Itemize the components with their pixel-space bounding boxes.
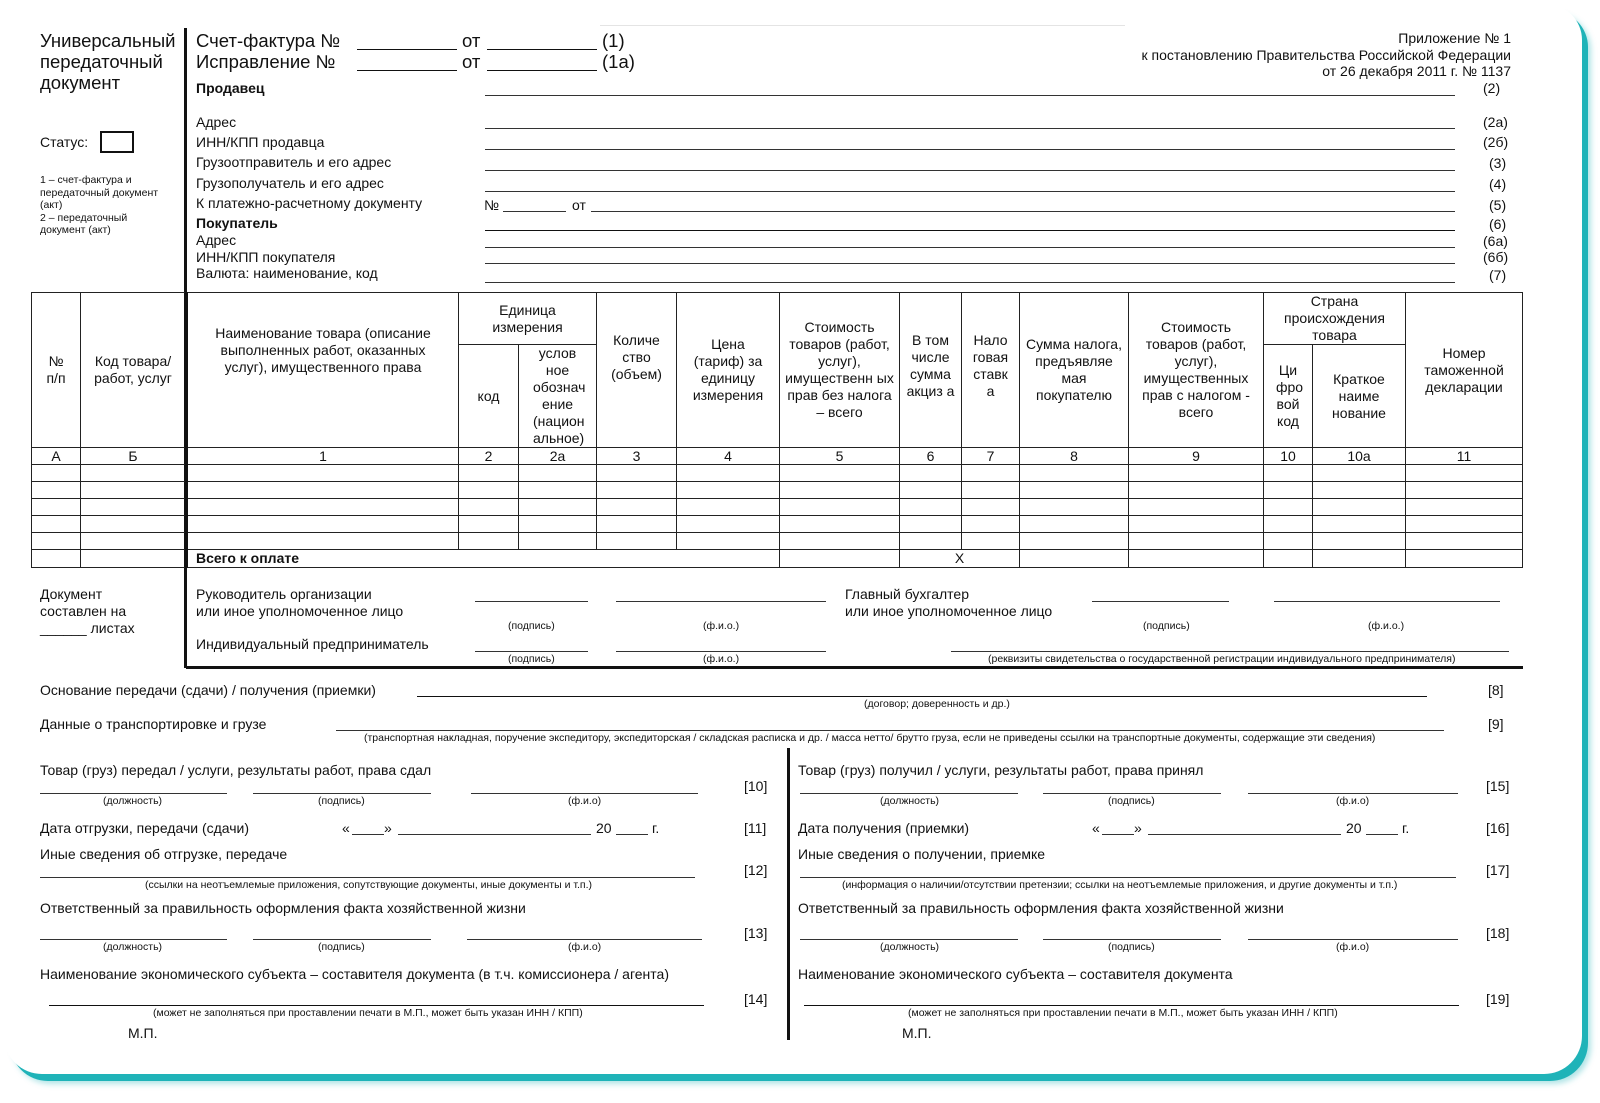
seller-label: Продавец [196, 80, 265, 96]
received-sign-field[interactable] [1043, 793, 1221, 794]
receive-entity-caption: (может не заполняться при проставлении печати в М.П., может быть указан ИНН / КПП) [908, 1007, 1338, 1019]
head-fio-caption: (ф.и.о.) [703, 620, 740, 632]
cell[interactable] [900, 499, 962, 516]
receive-entity-label: Наименование экономического субъекта – составителя документа [798, 966, 1233, 982]
cell[interactable] [677, 516, 780, 533]
invoice-label: Счет-фактура № [196, 30, 341, 51]
col-header-country-name: Краткое наиме нование [1313, 345, 1406, 448]
section-bottom-border [186, 666, 1523, 669]
cell[interactable] [677, 533, 780, 550]
cell[interactable] [1313, 465, 1406, 482]
cell[interactable] [677, 499, 780, 516]
appendix-line: Приложение № 1 [1398, 30, 1511, 46]
receive-responsible-fio-caption: (ф.и.о) [1336, 941, 1370, 953]
cell[interactable] [459, 465, 519, 482]
invoice-number-field[interactable] [357, 49, 457, 50]
ship-year-field[interactable] [616, 834, 648, 835]
status-note: 1 – счет-фактура и [40, 174, 132, 186]
head-label [196, 586, 403, 620]
currency-label: Валюта: наименование, код [196, 265, 378, 281]
column-number: 5 [780, 448, 900, 465]
cell[interactable] [81, 516, 187, 533]
receive-responsible-label: Ответственный за правильность оформления факта хозяйственной жизни [798, 900, 1284, 916]
appendix-line: от 26 декабря 2011 г. № 1137 [1322, 63, 1511, 79]
cell[interactable] [1264, 482, 1313, 499]
cell[interactable] [1406, 465, 1523, 482]
handed-sign-field[interactable] [253, 793, 431, 794]
receive-date-code: [16] [1486, 820, 1510, 836]
cell[interactable] [519, 516, 597, 533]
transport-caption: (транспортная накладная, поручение экспедитору, экспедиторская / складская расписка и др. / масса нетто/ брутто груза, если не приведены ссылки на транспортные документы, содержащие эти сведения) [364, 732, 1376, 744]
shipper-label: Грузоотправитель и его адрес [196, 154, 392, 170]
entrepreneur-label: Индивидуальный предприниматель [196, 636, 429, 652]
column-number: 2 [459, 448, 519, 465]
cell [81, 550, 187, 568]
entrepreneur-fio-field[interactable] [616, 651, 826, 652]
receive-responsible-fio-field[interactable] [1248, 939, 1458, 940]
receive-month-field[interactable] [1148, 834, 1341, 835]
total-row [32, 550, 1523, 568]
cell [1313, 550, 1406, 568]
status-note: документ (акт) [40, 224, 111, 236]
sheets-line: Документ [40, 586, 103, 602]
cell[interactable] [780, 482, 900, 499]
col-header-tax-sum: Сумма налога, предъявляе мая покупателю [1020, 293, 1129, 448]
cell[interactable] [81, 482, 187, 499]
buyer-inn-field[interactable] [485, 263, 1455, 264]
col-header-country-code: Ци фро вой код [1264, 345, 1313, 448]
registration-caption: (реквизиты свидетельства о государственной регистрации индивидуального предпринимателя) [988, 653, 1456, 665]
correction-number-field[interactable] [357, 70, 457, 71]
cell[interactable] [519, 533, 597, 550]
correction-label: Исправление № [196, 51, 336, 72]
ship-responsible-fio-caption: (ф.и.о) [568, 941, 602, 953]
cell[interactable] [962, 465, 1020, 482]
shipper-code: (3) [1489, 155, 1507, 171]
correction-from-label: от [462, 51, 481, 72]
appendix-line: к постановлению Правительства Российской Федерации [1141, 46, 1511, 63]
head-sign-caption: (подпись) [508, 620, 555, 632]
cell[interactable] [519, 499, 597, 516]
handed-position-field[interactable] [40, 793, 227, 794]
buyer-code: (6) [1489, 216, 1507, 232]
received-code: [15] [1486, 778, 1510, 794]
cell[interactable] [1264, 516, 1313, 533]
cell[interactable] [1406, 482, 1523, 499]
seller-address-code: (2а) [1483, 114, 1508, 130]
received-position-caption: (должность) [880, 795, 940, 807]
payment-doc-label: К платежно-расчетному документу [196, 195, 423, 211]
payment-doc-number-field[interactable] [503, 211, 566, 212]
cell[interactable] [1129, 499, 1264, 516]
cell[interactable] [1129, 465, 1264, 482]
col-header-code: Код товара/ работ, услуг [81, 293, 187, 448]
cell[interactable] [519, 465, 597, 482]
cell[interactable] [81, 499, 187, 516]
receive-date-label: Дата получения (приемки) [798, 820, 970, 836]
cell[interactable] [187, 533, 459, 550]
col-header-customs: Номер таможенной декларации [1406, 293, 1523, 448]
cell [1406, 550, 1523, 568]
receive-other-code: [17] [1486, 862, 1510, 878]
ship-day-field[interactable] [352, 834, 384, 835]
cell[interactable] [1406, 516, 1523, 533]
col-header-unit-name: услов ное обознач ение (национ альное) [519, 345, 597, 448]
receive-entity-field[interactable] [804, 1005, 1459, 1006]
payment-doc-num-label: № [484, 197, 500, 213]
table-row [32, 533, 1523, 550]
cell[interactable] [32, 516, 81, 533]
cell[interactable] [962, 499, 1020, 516]
col-header-price: Цена (тариф) за единицу измерения [677, 293, 780, 448]
cell[interactable] [1129, 482, 1264, 499]
ship-stamp-place: М.П. [128, 1025, 158, 1041]
cell[interactable] [459, 482, 519, 499]
seller-inn-label: ИНН/КПП продавца [196, 134, 325, 150]
received-fio-field[interactable] [1248, 793, 1458, 794]
cell[interactable] [32, 533, 81, 550]
ship-responsible-sign-field[interactable] [253, 939, 431, 940]
cell[interactable] [900, 516, 962, 533]
cell[interactable] [1264, 533, 1313, 550]
col-header-country-group: Страна происхождения товара [1264, 293, 1406, 345]
buyer-field[interactable] [485, 230, 1455, 231]
column-number: 6 [900, 448, 962, 465]
ship-responsible-fio-field[interactable] [467, 939, 702, 940]
cell[interactable] [32, 482, 81, 499]
doc-title-line: документ [40, 72, 121, 93]
seller-inn-code: (2б) [1483, 134, 1509, 150]
ship-other-field[interactable] [40, 877, 695, 878]
seller-address-label: Адрес [196, 114, 237, 130]
doc-title-line: Универсальный [40, 30, 176, 51]
cell[interactable] [1313, 482, 1406, 499]
cell[interactable] [597, 516, 677, 533]
sheets-line: составлен на [40, 603, 127, 619]
seller-code: (2) [1483, 80, 1501, 96]
column-number: 10а [1313, 448, 1406, 465]
cell[interactable] [1406, 499, 1523, 516]
cell[interactable] [780, 465, 900, 482]
seller-address-field[interactable] [485, 128, 1455, 129]
consignee-code: (4) [1489, 176, 1507, 192]
cell[interactable] [780, 516, 900, 533]
cell [32, 550, 81, 568]
receive-date-close-quote: » [1134, 820, 1142, 836]
sheets-line: ______ листах [40, 620, 135, 636]
ship-date-open-quote: « [342, 820, 350, 836]
column-number-row [32, 448, 1523, 465]
invoice-from-label: от [462, 30, 481, 51]
cell[interactable] [1020, 516, 1129, 533]
transport-code: [9] [1488, 716, 1504, 732]
table-row [32, 482, 1523, 499]
payment-doc-code: (5) [1489, 197, 1507, 213]
column-number: А [32, 448, 81, 465]
entrepreneur-sign-field[interactable] [475, 651, 588, 652]
received-sign-caption: (подпись) [1108, 795, 1155, 807]
cell[interactable] [1406, 533, 1523, 550]
column-number: 11 [1406, 448, 1523, 465]
chief-accountant-line: или иное уполномоченное лицо [845, 603, 1053, 619]
handed-label: Товар (груз) передал / услуги, результаты работ, права сдал [40, 762, 432, 778]
cell[interactable] [1020, 499, 1129, 516]
entrepreneur-registration-field[interactable] [951, 651, 1509, 652]
cell[interactable] [81, 533, 187, 550]
column-number: 3 [597, 448, 677, 465]
ship-entity-caption: (может не заполняться при проставлении печати в М.П., может быть указан ИНН / КПП) [153, 1007, 583, 1019]
receive-other-field[interactable] [800, 877, 1456, 878]
ship-entity-field[interactable] [49, 1005, 704, 1006]
seller-field[interactable] [485, 95, 1455, 96]
transport-label: Данные о транспортировке и грузе [40, 716, 267, 732]
doc-title [40, 30, 176, 93]
ship-entity-label: Наименование экономического субъекта – составителя документа (в т.ч. комиссионера / агента) [40, 966, 669, 982]
sheets-count [40, 586, 135, 637]
cell[interactable] [187, 465, 459, 482]
buyer-label: Покупатель [196, 215, 278, 231]
ship-date-label: Дата отгрузки, передачи (сдачи) [40, 820, 250, 836]
cell[interactable] [187, 516, 459, 533]
cell[interactable] [780, 533, 900, 550]
chief-accountant-sign-field[interactable] [1092, 601, 1229, 602]
buyer-address-code: (6а) [1483, 233, 1508, 249]
total-label: Всего к оплате [187, 550, 780, 568]
cell[interactable] [459, 499, 519, 516]
receive-other-label: Иные сведения о получении, приемке [798, 846, 1046, 862]
cell[interactable] [1129, 533, 1264, 550]
currency-field[interactable] [485, 282, 1455, 283]
cell[interactable] [1020, 465, 1129, 482]
cell[interactable] [81, 465, 187, 482]
cell[interactable] [1313, 533, 1406, 550]
buyer-address-label: Адрес [196, 232, 237, 248]
head-line: Руководитель организации [196, 586, 372, 602]
received-fio-caption: (ф.и.о) [1336, 795, 1370, 807]
cell [1264, 550, 1313, 568]
ship-date-close-quote: » [384, 820, 392, 836]
receive-year-prefix: 20 [1346, 820, 1362, 836]
consignee-field[interactable] [485, 191, 1455, 192]
invoice-date-field[interactable] [487, 49, 597, 50]
ship-responsible-position-field[interactable] [40, 939, 227, 940]
col-header-excise: В том числе сумма акциз а [900, 293, 962, 448]
basis-field[interactable] [417, 696, 1427, 697]
column-number: 7 [962, 448, 1020, 465]
ship-responsible-label: Ответственный за правильность оформления факта хозяйственной жизни [40, 900, 526, 916]
received-position-field[interactable] [800, 793, 1018, 794]
col-header-cost-no-tax: Стоимость товаров (работ, услуг), имущественн ых прав без налога – всего [780, 293, 900, 448]
ship-responsible-position-caption: (должность) [103, 941, 163, 953]
column-number: 9 [1129, 448, 1264, 465]
ship-year-suffix: г. [652, 820, 660, 836]
handed-code: [10] [744, 778, 768, 794]
receive-year-field[interactable] [1366, 834, 1398, 835]
column-number: 4 [677, 448, 780, 465]
cell[interactable] [962, 482, 1020, 499]
handed-sign-caption: (подпись) [318, 795, 365, 807]
receive-date-open-quote: « [1092, 820, 1100, 836]
total-excise-mark: X [900, 550, 1020, 568]
chief-accountant-fio-caption: (ф.и.о.) [1368, 620, 1405, 632]
col-header-name: Наименование товара (описание выполненных работ, оказанных услуг), имущественного права [187, 293, 459, 448]
cell[interactable] [597, 499, 677, 516]
head-sign-field[interactable] [475, 601, 588, 602]
col-header-qty: Количе ство (объем) [597, 293, 677, 448]
received-label: Товар (груз) получил / услуги, результаты работ, права принял [798, 762, 1204, 778]
col-header-cost-with-tax: Стоимость товаров (работ, услуг), имущественных прав с налогом - всего [1129, 293, 1264, 448]
column-number: 10 [1264, 448, 1313, 465]
middle-divider [787, 748, 790, 1040]
entrepreneur-fio-caption: (ф.и.о.) [703, 653, 740, 665]
cell[interactable] [1020, 533, 1129, 550]
receive-stamp-place: М.П. [902, 1025, 932, 1041]
cell[interactable] [962, 533, 1020, 550]
cell[interactable] [1129, 516, 1264, 533]
transport-field[interactable] [336, 730, 1444, 731]
receive-responsible-position-field[interactable] [800, 939, 1018, 940]
cell[interactable] [1313, 516, 1406, 533]
basis-code: [8] [1488, 682, 1504, 698]
ship-date-code: [11] [744, 820, 767, 836]
entrepreneur-sign-caption: (подпись) [508, 653, 555, 665]
correction-code: (1а) [602, 51, 635, 72]
handed-position-caption: (должность) [103, 795, 163, 807]
ship-entity-code: [14] [744, 991, 768, 1007]
cell[interactable] [962, 516, 1020, 533]
chief-accountant-sign-caption: (подпись) [1143, 620, 1190, 632]
receive-responsible-sign-caption: (подпись) [1108, 941, 1155, 953]
currency-code: (7) [1489, 267, 1507, 283]
shipper-field[interactable] [485, 170, 1455, 171]
table-row [32, 516, 1523, 533]
table-row [32, 499, 1523, 516]
payment-doc-from-label: от [572, 197, 586, 213]
receive-responsible-sign-field[interactable] [1043, 939, 1221, 940]
cell[interactable] [1313, 499, 1406, 516]
total-tax-sum[interactable] [1020, 550, 1129, 568]
column-number: 1 [187, 448, 459, 465]
total-cost-with-tax[interactable] [1129, 550, 1264, 568]
doc-title-line: передаточный [40, 51, 163, 72]
cell[interactable] [32, 465, 81, 482]
cell[interactable] [1264, 465, 1313, 482]
cell[interactable] [597, 533, 677, 550]
chief-accountant-fio-field[interactable] [1274, 601, 1500, 602]
receive-other-caption: (информация о наличии/отсутствии претензии; ссылки на неотъемлемые приложения, и другие документы и т.п.) [842, 879, 1398, 891]
receive-responsible-position-caption: (должность) [880, 941, 940, 953]
status-note: (акт) [40, 199, 63, 211]
goods-table [31, 292, 1523, 568]
cell[interactable] [780, 499, 900, 516]
cell[interactable] [597, 465, 677, 482]
handed-fio-caption: (ф.и.о) [568, 795, 602, 807]
top-divider [600, 25, 1125, 26]
col-header-unit-group: Единица измерения [459, 293, 597, 345]
cell[interactable] [459, 516, 519, 533]
cell[interactable] [677, 482, 780, 499]
basis-label: Основание передачи (сдачи) / получения (приемки) [40, 682, 376, 698]
cell[interactable] [187, 499, 459, 516]
ship-month-field[interactable] [398, 834, 591, 835]
head-fio-field[interactable] [616, 601, 826, 602]
appendix-note [1142, 30, 1512, 80]
total-cost-no-tax[interactable] [780, 550, 900, 568]
ship-other-label: Иные сведения об отгрузке, передаче [40, 846, 288, 862]
receive-day-field[interactable] [1102, 834, 1134, 835]
cell[interactable] [519, 482, 597, 499]
column-number: 8 [1020, 448, 1129, 465]
receive-entity-code: [19] [1486, 991, 1510, 1007]
chief-accountant-line: Главный бухгалтер [845, 586, 969, 602]
cell[interactable] [597, 482, 677, 499]
column-number: 2а [519, 448, 597, 465]
buyer-address-field[interactable] [485, 247, 1455, 248]
table-row [32, 465, 1523, 482]
cell[interactable] [32, 499, 81, 516]
basis-caption: (договор; доверенность и др.) [864, 698, 1010, 710]
status-input[interactable] [100, 131, 134, 153]
cell[interactable] [1264, 499, 1313, 516]
handed-fio-field[interactable] [471, 793, 698, 794]
chief-accountant-label [845, 586, 1052, 620]
cell[interactable] [900, 465, 962, 482]
cell[interactable] [677, 465, 780, 482]
buyer-inn-code: (6б) [1483, 249, 1509, 265]
ship-other-caption: (ссылки на неотъемлемые приложения, сопутствующие документы, иные документы и т.п.) [145, 879, 593, 891]
column-number: Б [81, 448, 187, 465]
status-note: 2 – передаточный [40, 211, 128, 224]
cell[interactable] [459, 533, 519, 550]
receive-responsible-code: [18] [1486, 925, 1510, 941]
buyer-inn-label: ИНН/КПП покупателя [196, 249, 336, 265]
status-notes [40, 174, 158, 237]
col-header-tax-rate: Нало говая ставк а [962, 293, 1020, 448]
ship-responsible-code: [13] [744, 925, 768, 941]
ship-responsible-sign-caption: (подпись) [318, 941, 365, 953]
status-label: Статус: [40, 134, 89, 150]
cell[interactable] [900, 533, 962, 550]
cell[interactable] [187, 482, 459, 499]
head-line: или иное уполномоченное лицо [196, 603, 404, 619]
receive-year-suffix: г. [1402, 820, 1410, 836]
consignee-label: Грузополучатель и его адрес [196, 175, 384, 191]
ship-other-code: [12] [744, 862, 768, 878]
seller-inn-field[interactable] [485, 149, 1455, 150]
col-header-num: № п/п [32, 293, 81, 448]
invoice-code: (1) [602, 30, 625, 51]
correction-date-field[interactable] [487, 70, 597, 71]
cell[interactable] [900, 482, 962, 499]
status-note: передаточный документ [40, 186, 159, 199]
ship-year-prefix: 20 [596, 820, 612, 836]
cell[interactable] [1020, 482, 1129, 499]
col-header-unit-code: код [459, 345, 519, 448]
payment-doc-date-field[interactable] [591, 211, 1455, 212]
